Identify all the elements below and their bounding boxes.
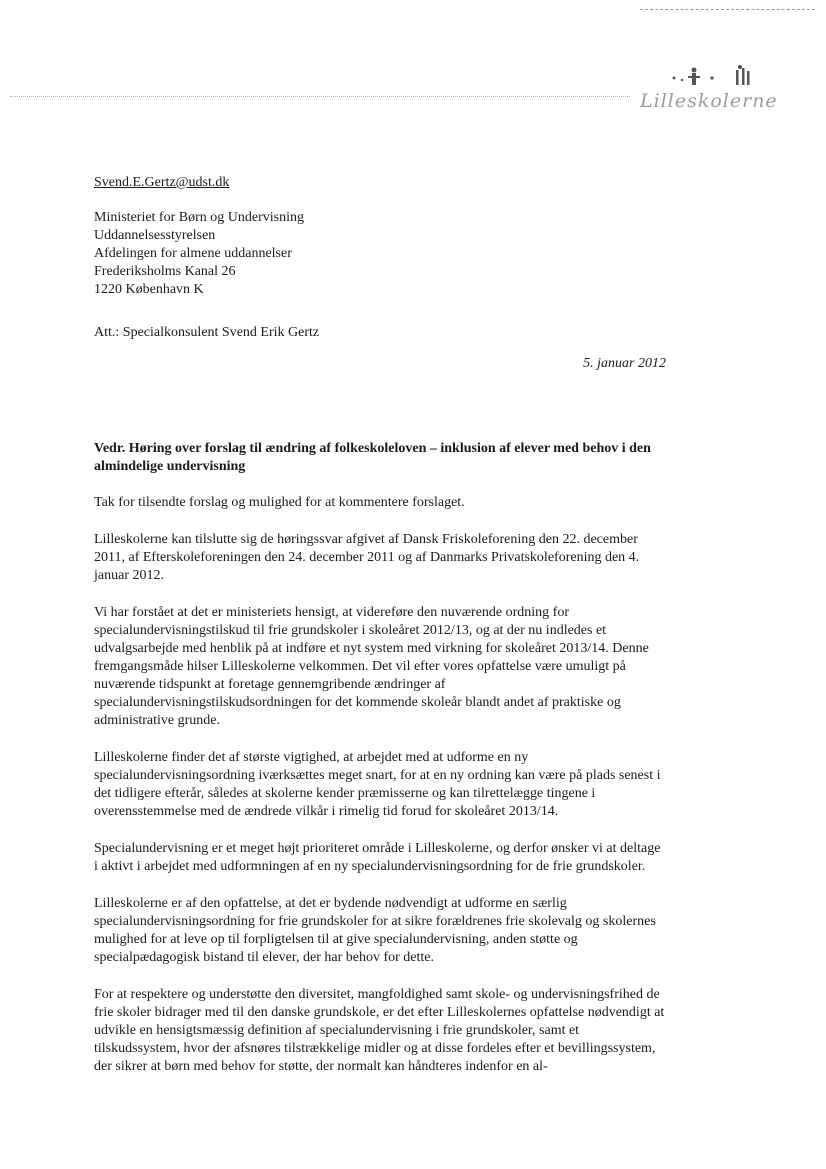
letterhead-logo	[640, 62, 778, 112]
children-figures-icon	[654, 62, 764, 92]
letter-subject: Vedr. Høring over forslag til ændring af folkeskoleloven – inklusion af elever med behov i den almindelige undervisning	[94, 441, 651, 474]
paragraph: Lilleskolerne finder det af største vigtighed, at arbejdet med at udforme en ny specialundervisningsordning iværksættes meget snart, for at en ny ordning kan være på plads senest i det tidligere efterår, således at skolerne kender præmisserne og kan tilrettelægge tingene i overensstemmelse med de ændrede vilkår i rimelig tid forud for skoleåret 2013/14.	[94, 750, 661, 819]
address-line: 1220 København K	[94, 282, 204, 297]
paragraph: For at respektere og understøtte den diversitet, mangfoldighed samt skole- og undervisningsfrihed de frie skoler bidrager med til den danske grundskole, er det efter Lilleskolernes opfattelse nødvendigt at udvikle en hensigtsmæssig definition af specialundervisning i frie grundskoler, samt et tilskudssystem, hvor der afsnøres tilstrækkelige midler og at disse fordeles efter et bevillingssystem, der sikrer at børn med behov for støtte, der normalt kan håndteres indenfor en al-	[94, 987, 665, 1074]
address-line: Afdelingen for almene uddannelser	[94, 246, 292, 261]
scan-artifact-line	[640, 9, 815, 10]
address-line: Frederiksholms Kanal 26	[94, 264, 236, 279]
recipient-email[interactable]: Svend.E.Gertz@udst.dk	[94, 175, 230, 190]
attention-line: Att.: Specialkonsulent Svend Erik Gertz	[94, 325, 320, 340]
scan-artifact-line	[10, 96, 630, 97]
logo-text: Lilleskolerne	[640, 90, 778, 112]
recipient-address	[94, 209, 666, 299]
address-line: Ministeriet for Børn og Undervisning	[94, 210, 304, 225]
address-line: Uddannelsesstyrelsen	[94, 228, 216, 243]
paragraph: Specialundervisning er et meget højt prioriteret område i Lilleskolerne, og derfor ønsker vi at deltage i aktivt i arbejdet med udformningen af en ny specialundervisningsordning for de frie grundskoler.	[94, 841, 661, 874]
paragraph: Lilleskolerne kan tilslutte sig de høringssvar afgivet af Dansk Friskoleforening den 22. december 2011, af Efterskoleforeningen den 24. december 2011 og af Danmarks Privatskoleforening den 4. januar 2012.	[94, 532, 640, 583]
paragraph: Lilleskolerne er af den opfattelse, at det er bydende nødvendigt at udforme en særlig specialundervisningsordning for frie grundskoler for at sikre forældrenes frie skolevalg og skolernes mulighed for at leve op til forpligtelsen til at give specialundervisning, anden støtte og specialpædagogisk bistand til elever, der har behov for dette.	[94, 896, 656, 965]
paragraph: Tak for tilsendte forslag og mulighed for at kommentere forslaget.	[94, 495, 465, 510]
letter-date: 5. januar 2012	[583, 356, 666, 371]
paragraph: Vi har forstået at det er ministeriets hensigt, at videreføre den nuværende ordning for specialundervisningstilskud til frie grundskoler i skoleåret 2012/13, og at der nu indledes et udvalgsarbejde med henblik på at indføre et nyt system med virkning for skoleåret 2013/14. Denne fremgangsmåde hilser Lilleskolerne velkommen. Det vil efter vores opfattelse være umuligt på nuværende tidspunkt at foretage gennemgribende ændringer af specialundervisningstilskudsordningen for det kommende skoleår blandt andet af praktiske og administrative grunde.	[94, 605, 649, 728]
letter-body	[94, 174, 666, 1076]
